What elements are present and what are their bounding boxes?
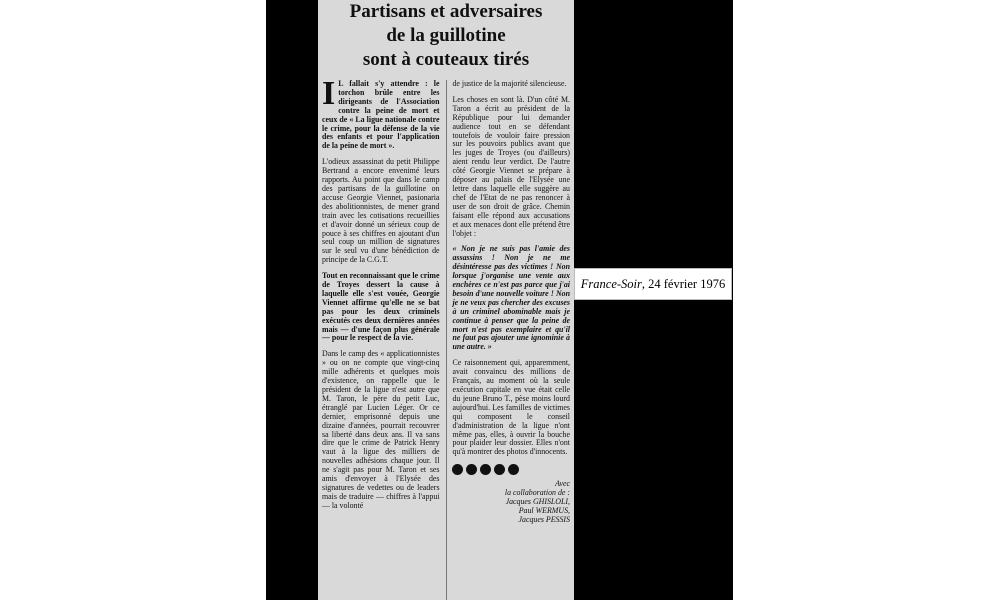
paragraph: Dans le camp des « applicationnistes » ou on ne compte que vingt-cinq mille adhérents et quelques mois d'existence, on rappelle que le président de la ligue n'est autre que M. Taron, le père du petit Luc, étranglé par Lucien Léger. Or ce dernier, emprisonné depuis une dizaine d'années, pourrait recouvrer sa liberté dans deux ans. Il va sans dire que le crime de Patrick Henry vaut à la ligue des milliers de nouvelles adhésions chaque jour. Il ne s'agit pas pour M. Taron et ses amis d'envoyer à l'Elysée des signatures de vedettes ou de leaders mais de traduire — chiffres à l'appui — la volonté — [322, 349, 440, 510]
source-caption — [574, 268, 732, 300]
credits-intro: Avec — [555, 479, 570, 489]
credit-name: Jacques PESSIS — [518, 515, 570, 525]
quote-paragraph: « Non je ne suis pas l'amie des assassins ! Non je ne me désintéresse pas des victimes ! Non lorsque j'organise une vente aux enchères ce n'est pas parce que j'ai besoin d'une nouvelle voiture ! Non je ne veux pas chercher des excuses à un criminel abominable mais je continue à penser que la peine de mort n'est pas exemplaire et qu'il ne faut pas ajouter une ignominie à une autre. » — [452, 244, 570, 352]
dot — [508, 464, 519, 475]
caption-date: , 24 février 1976 — [641, 277, 726, 291]
headline-line-3: sont à couteaux tirés — [362, 49, 530, 70]
caption-source: France-Soir — [580, 277, 642, 291]
paragraph: de justice de la majorité silencieuse. — [452, 80, 567, 88]
article-columns — [322, 80, 570, 600]
paragraph: Ce raisonnement qui, apparemment, avait convaincu des millions de Français, au moment où la seule exécution capitale en vue était celle du jeune Bruno T., pèse moins lourd aujourd'hui. Les familles de victimes qui composent le conseil d'administration de la ligue n'ont même pas, elles, à ouvrir la bouche pour plaider leur dossier. Elles n'ont qu'à montrer des photos d'innocents. — [452, 358, 570, 457]
credit-name: Jacques GHISLOLI, — [505, 497, 570, 507]
paragraph: Tout en reconnaissant que le crime de Troyes dessert la cause à laquelle elle s'est vouée, Georgie Viennet affirme qu'elle ne se bat pas pour les deux criminels exécutés ces deux dernières années mais — d'une façon plus générale — pour le respect de la vie. — [322, 271, 440, 343]
separator-dots — [452, 464, 570, 475]
dot — [452, 464, 463, 475]
dot — [466, 464, 477, 475]
dot — [494, 464, 505, 475]
column-divider — [446, 80, 447, 600]
credits — [452, 479, 570, 524]
dot — [480, 464, 491, 475]
headline-line-2: de la guillotine — [386, 25, 506, 46]
right-column — [452, 80, 570, 600]
dropcap: I — [322, 80, 336, 112]
newspaper-clipping — [318, 0, 574, 600]
headline — [318, 0, 574, 72]
paragraph: L'odieux assassinat du petit Philippe Bertrand a encore envenimé leurs rapports. Au point que dans le camp des partisans de la guillotine on accuse Georgie Viennet, pasionaria des abolitionnistes, de mener grand train avec les cotisations recueillies et d'avoir donné un sérieux coup de pouce à ses chiffres en ajoutant d'un seul coup un million de signatures sur le seul vu d'une bénédiction de principe de la C.G.T. — [322, 157, 440, 265]
credits-line: la collaboration de : — [504, 488, 570, 498]
paragraph: I L fallait s'y attendre : le torchon brûle entre les dirigeants de l'Association contre la peine de mort et ceux de « La ligue nationale contre le crime, pour la défense de la vie des enfants et pour l'application de la peine de mort ». — [322, 80, 440, 151]
credit-name: Paul WERMUS, — [518, 506, 570, 516]
paragraph: Les choses en sont là. D'un côté M. Taron a écrit au président de la République pour lui demander audience tout en se défendant toutefois de vouloir faire pression sur les pouvoirs publics avant que les juges de Troyes (ou d'ailleurs) aient rendu leur verdict. De l'autre côté Georgie Viennet se prépare à déposer au palais de l'Elysée une lettre dans laquelle elle suggère au chef de l'Etat de ne pas renoncer à user de son droit de grâce. Chemin faisant elle répond aux accusations et aux menaces dont elle prétend être l'objet : — [452, 94, 570, 238]
left-column — [322, 80, 440, 600]
headline-line-1: Partisans et adversaires — [349, 1, 543, 22]
